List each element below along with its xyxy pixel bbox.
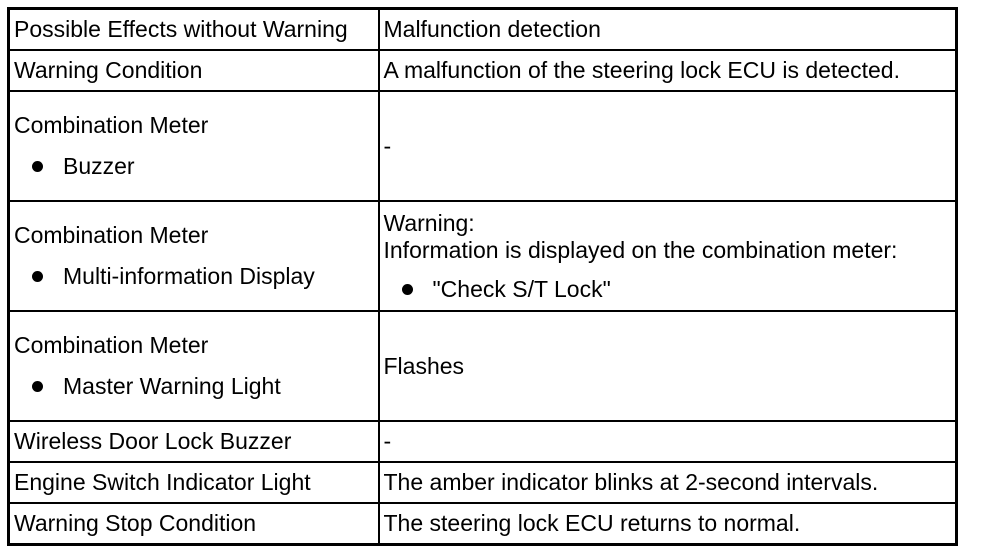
table-row [9,421,957,462]
row-label-cell [9,201,379,311]
bullet-dot-icon [402,284,413,295]
table-row [9,50,957,91]
bullet-text: Master Warning Light [63,373,281,399]
row-label: Wireless Door Lock Buzzer [9,421,379,462]
table-row [9,311,957,421]
row-value: The amber indicator blinks at 2-second intervals. [379,462,957,503]
table-row [9,503,957,545]
row-label: Combination Meter [14,112,209,138]
row-value: Flashes [379,311,957,421]
row-value: The steering lock ECU returns to normal. [379,503,957,545]
bullet-dot-icon [32,161,43,172]
row-value: A malfunction of the steering lock ECU is detected. [379,50,957,91]
row-label-cell [9,311,379,421]
bullet-text: Buzzer [63,153,135,179]
bullet-item [14,373,374,400]
row-label: Possible Effects without Warning [9,9,379,51]
row-value-line: Information is displayed on the combination meter: [383,236,898,263]
table-row [9,91,957,201]
row-label: Combination Meter [14,332,209,358]
row-label: Engine Switch Indicator Light [9,462,379,503]
row-value: Malfunction detection [379,9,957,51]
row-label-cell [9,91,379,201]
row-value-line: Warning: [383,209,475,236]
warning-table [7,7,958,546]
row-label: Combination Meter [14,222,209,248]
row-label: Warning Condition [9,50,379,91]
bullet-text: Multi-information Display [63,263,315,289]
bullet-item [14,263,374,290]
row-value-cell [379,201,957,311]
bullet-item [384,276,952,303]
table-row [9,9,957,51]
row-label: Warning Stop Condition [9,503,379,545]
table-row [9,462,957,503]
bullet-dot-icon [32,271,43,282]
table-row [9,201,957,311]
bullet-dot-icon [32,381,43,392]
row-value: - [379,91,957,201]
bullet-text: "Check S/T Lock" [432,275,611,302]
bullet-item [14,153,374,180]
row-value: - [379,421,957,462]
